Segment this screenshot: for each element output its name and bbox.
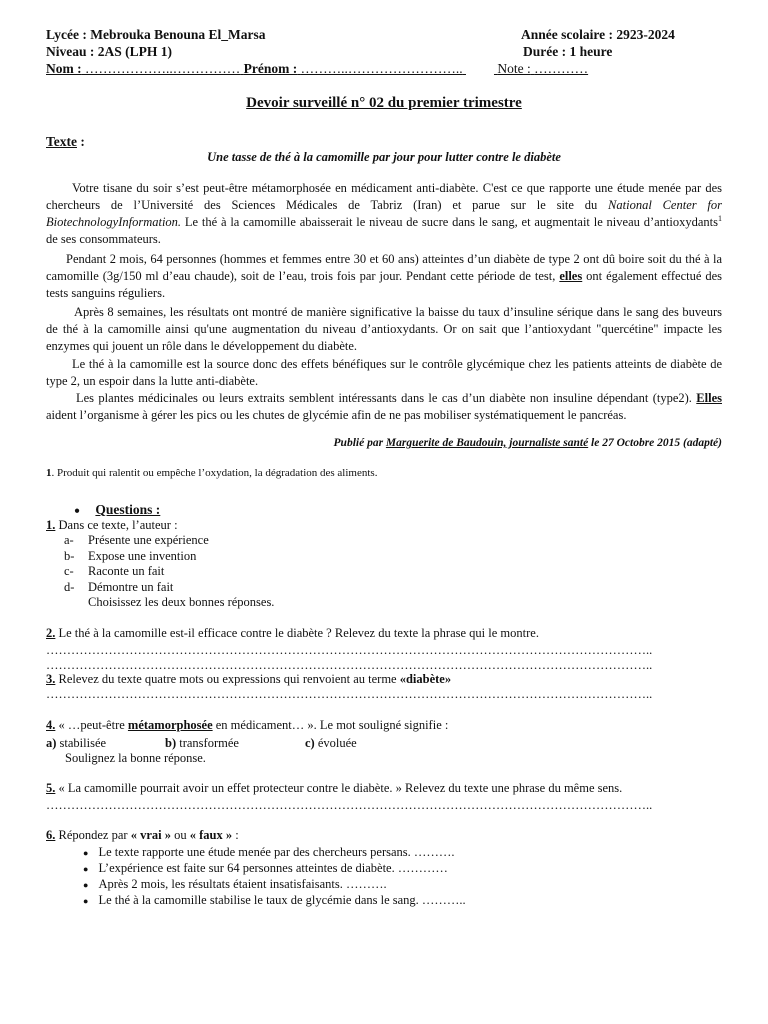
q1-option-text[interactable]: Expose une invention — [88, 549, 197, 563]
q2-number: 2. — [46, 626, 56, 640]
q2-text: Le thé à la camomille est-il efficace contre le diabète ? Relevez du texte la phrase qui le montre. — [55, 626, 539, 640]
level-value: 2AS (LPH 1) — [97, 44, 172, 59]
level-label: Niveau : — [46, 44, 95, 59]
q4-option-c[interactable] — [305, 736, 357, 751]
footnote-ref: 1 — [718, 213, 722, 223]
q6-vrai: « vrai » — [130, 828, 171, 842]
texte-colon: : — [77, 134, 85, 149]
p5-part-a: Les plantes médicinales ou leurs extraits semblent intéressants dans le cas d’un diabète non insuline dépendant (type2). — [76, 391, 697, 405]
q2-answer-line-2[interactable]: ……………………………………………………………………………………………………………………………….. — [46, 658, 653, 672]
p1-part-b: Le thé à la camomille abaisserait le niveau de sucre dans le sang, et augmentait le niveau d’antioxydants — [181, 215, 718, 229]
question-3 — [46, 672, 451, 687]
source-date: le 27 Octobre 2015 (adapté) — [588, 437, 722, 449]
p2-part-b: ont également effectué des tests sanguins réguliers. — [46, 269, 722, 300]
prenom-label: Prénom : — [243, 61, 298, 76]
texte-label: Texte — [46, 134, 77, 149]
q1-option-text[interactable]: Raconte un fait — [88, 564, 165, 578]
p4-text: Le thé à la camomille est la source donc des effets bénéfiques sur le contrôle glycémique chez les patients atteints de diabète de type 2, un espoir dans la lutte anti-diabète. — [46, 357, 722, 388]
level-line — [46, 44, 172, 60]
q6-item-3[interactable] — [83, 877, 387, 892]
questions-heading — [74, 502, 160, 518]
q1-option-letter: b- — [64, 549, 75, 563]
bullet-icon: ● — [74, 505, 81, 517]
bullet-icon: ● — [83, 880, 89, 891]
q1-text: Dans ce texte, l’auteur : — [55, 518, 178, 532]
q1-option-c[interactable] — [64, 564, 74, 579]
bullet-icon: ● — [83, 864, 89, 875]
q4-option-text: évoluée — [314, 736, 357, 750]
q4-option-letter: b) — [165, 736, 177, 750]
footnote-text: . Produit qui ralentit ou empêche l’oxydation, la dégradation des aliments. — [51, 467, 378, 479]
duration-value: 1 heure — [569, 44, 613, 59]
school-label: Lycée : — [46, 27, 87, 42]
question-2 — [46, 626, 539, 641]
footnote-number: 1 — [46, 467, 52, 479]
q3-text: Relevez du texte quatre mots ou expressions qui renvoient au terme — [55, 672, 400, 686]
q6-text-c: : — [232, 828, 239, 842]
q1-option-letter: c- — [64, 564, 74, 578]
q6-number: 6. — [46, 828, 56, 842]
q2-answer-line-1[interactable]: ……………………………………………………………………………………………………………………………….. — [46, 643, 653, 657]
q6-item-text: Après 2 mois, les résultats étaient insatisfaisants. ………. — [98, 877, 387, 891]
q6-item-4[interactable] — [83, 893, 466, 908]
note-field[interactable]: ………… — [534, 61, 589, 76]
q4-instruction: Soulignez la bonne réponse. — [65, 751, 206, 765]
q4-option-letter: c) — [305, 736, 315, 750]
q3-term: «diabète» — [399, 672, 452, 686]
p1-part-a: Votre tisane du soir s’est peut-être métamorphosée en médicament anti-diabète. C'est ce que rapporte une étude menée par des chercheurs de l’Université des Sciences Médicales de Tabriz (Iran) et parue sur le site du — [46, 181, 722, 212]
source-line — [334, 437, 722, 449]
p1-italic: National Center for BiotechnologyInformation. — [46, 198, 722, 229]
q1-option-letter: d- — [64, 580, 75, 594]
prenom-field[interactable]: ………..…………………….. — [300, 61, 463, 76]
q4-option-a[interactable] — [46, 736, 106, 751]
p5-part-b: aident l’organisme à gérer les pics ou les chutes de glycémie afin de ne pas mobiliser systématiquement le pancréas. — [46, 408, 627, 422]
nom-label: Nom : — [46, 61, 82, 76]
p1-part-c: de ses consommateurs. — [46, 232, 161, 246]
year-label: Année scolaire : — [521, 27, 613, 42]
p2-elles: elles — [559, 269, 583, 283]
q3-answer-line[interactable]: ……………………………………………………………………………………………………………………………….. — [46, 687, 653, 701]
paragraph-1 — [46, 180, 722, 248]
year-line — [521, 27, 675, 43]
q6-item-2[interactable] — [83, 861, 448, 876]
question-5 — [46, 781, 622, 796]
p3-text: Après 8 semaines, les résultats ont montré de manière significative la baisse du taux d’insuline sérique dans le sang des buveurs de thé à la camomille ainsi qu'une augmentation du niveau d’antioxydants. Or on sait que l’antioxydant "quercétine" impacte les enzymes qui jouent un rôle dans le développement du diabète. — [46, 305, 722, 353]
school-name: Mebrouka Benouna El_Marsa — [90, 27, 266, 42]
q4-option-b[interactable] — [165, 736, 239, 751]
q1-option-text[interactable]: Présente une expérience — [88, 533, 209, 547]
q4-text-b: en médicament… ». Le mot souligné signifie : — [212, 718, 449, 732]
source-prefix: Publié par — [333, 437, 386, 449]
question-1 — [46, 518, 178, 533]
q6-text-a: Répondez par — [55, 828, 131, 842]
q5-text: « La camomille pourrait avoir un effet protecteur contre le diabète. » Relevez du texte une phrase du même sens. — [55, 781, 623, 795]
q6-text-b: ou — [170, 828, 190, 842]
bullet-icon: ● — [83, 848, 89, 859]
page-title: Devoir surveillé n° 02 du premier trimestre — [246, 95, 522, 111]
note-label: Note : — [497, 61, 531, 76]
p5-elles: Elles — [696, 391, 722, 405]
q4-word: métamorphosée — [127, 718, 213, 732]
footnote — [46, 467, 377, 479]
q5-answer-line[interactable]: ……………………………………………………………………………………………………………………………….. — [46, 798, 653, 812]
bullet-icon: ● — [83, 896, 89, 907]
q1-option-d[interactable] — [64, 580, 74, 595]
question-4 — [46, 718, 448, 733]
q1-option-b[interactable] — [64, 549, 74, 564]
q1-option-text[interactable]: Démontre un fait — [88, 580, 174, 594]
q4-text-a: « …peut-être — [55, 718, 128, 732]
q6-item-text: Le thé à la camomille stabilise le taux de glycémie dans le sang. ……….. — [98, 893, 466, 907]
q4-number: 4. — [46, 718, 56, 732]
p2-part-a: Pendant 2 mois, 64 personnes (hommes et femmes entre 30 et 60 ans) atteintes d’un diabète de type 2 ont dû boire soit du thé à la camomille (3g/150 ml d’eau chaude), soit de l’eau, trois fois par jour. Pendant cette période de test, — [46, 252, 722, 283]
q1-option-letter: a- — [64, 533, 74, 547]
q4-option-text: transformée — [176, 736, 239, 750]
texte-heading — [46, 134, 85, 150]
q6-faux: « faux » — [189, 828, 233, 842]
q6-item-text: Le texte rapporte une étude menée par des chercheurs persans. ………. — [98, 845, 455, 859]
q3-number: 3. — [46, 672, 56, 686]
q4-option-text: stabilisée — [56, 736, 107, 750]
school-line — [46, 27, 266, 43]
q1-instruction: Choisissez les deux bonnes réponses. — [88, 595, 275, 609]
paragraph-2 — [46, 251, 722, 302]
duration-line — [523, 44, 612, 60]
student-info-line — [46, 61, 680, 77]
q1-number: 1. — [46, 518, 56, 532]
duration-label: Durée : — [523, 44, 567, 59]
q4-option-letter: a) — [46, 736, 57, 750]
q1-option-a[interactable] — [64, 533, 74, 548]
paragraph-4 — [46, 356, 722, 390]
q6-item-text: L’expérience est faite sur 64 personnes atteintes de diabète. ………… — [98, 861, 448, 875]
q5-number: 5. — [46, 781, 56, 795]
questions-label: Questions : — [95, 502, 161, 517]
q6-item-1[interactable] — [83, 845, 455, 860]
school-year: 2923-2024 — [616, 27, 675, 42]
paragraph-3 — [46, 304, 722, 355]
paragraph-5 — [46, 390, 722, 424]
question-6 — [46, 828, 239, 843]
text-title: Une tasse de thé à la camomille par jour pour lutter contre le diabète — [207, 150, 561, 164]
nom-field[interactable]: ………………..…………… — [85, 61, 241, 76]
source-author: Marguerite de Baudouin, journaliste santé — [385, 437, 589, 449]
